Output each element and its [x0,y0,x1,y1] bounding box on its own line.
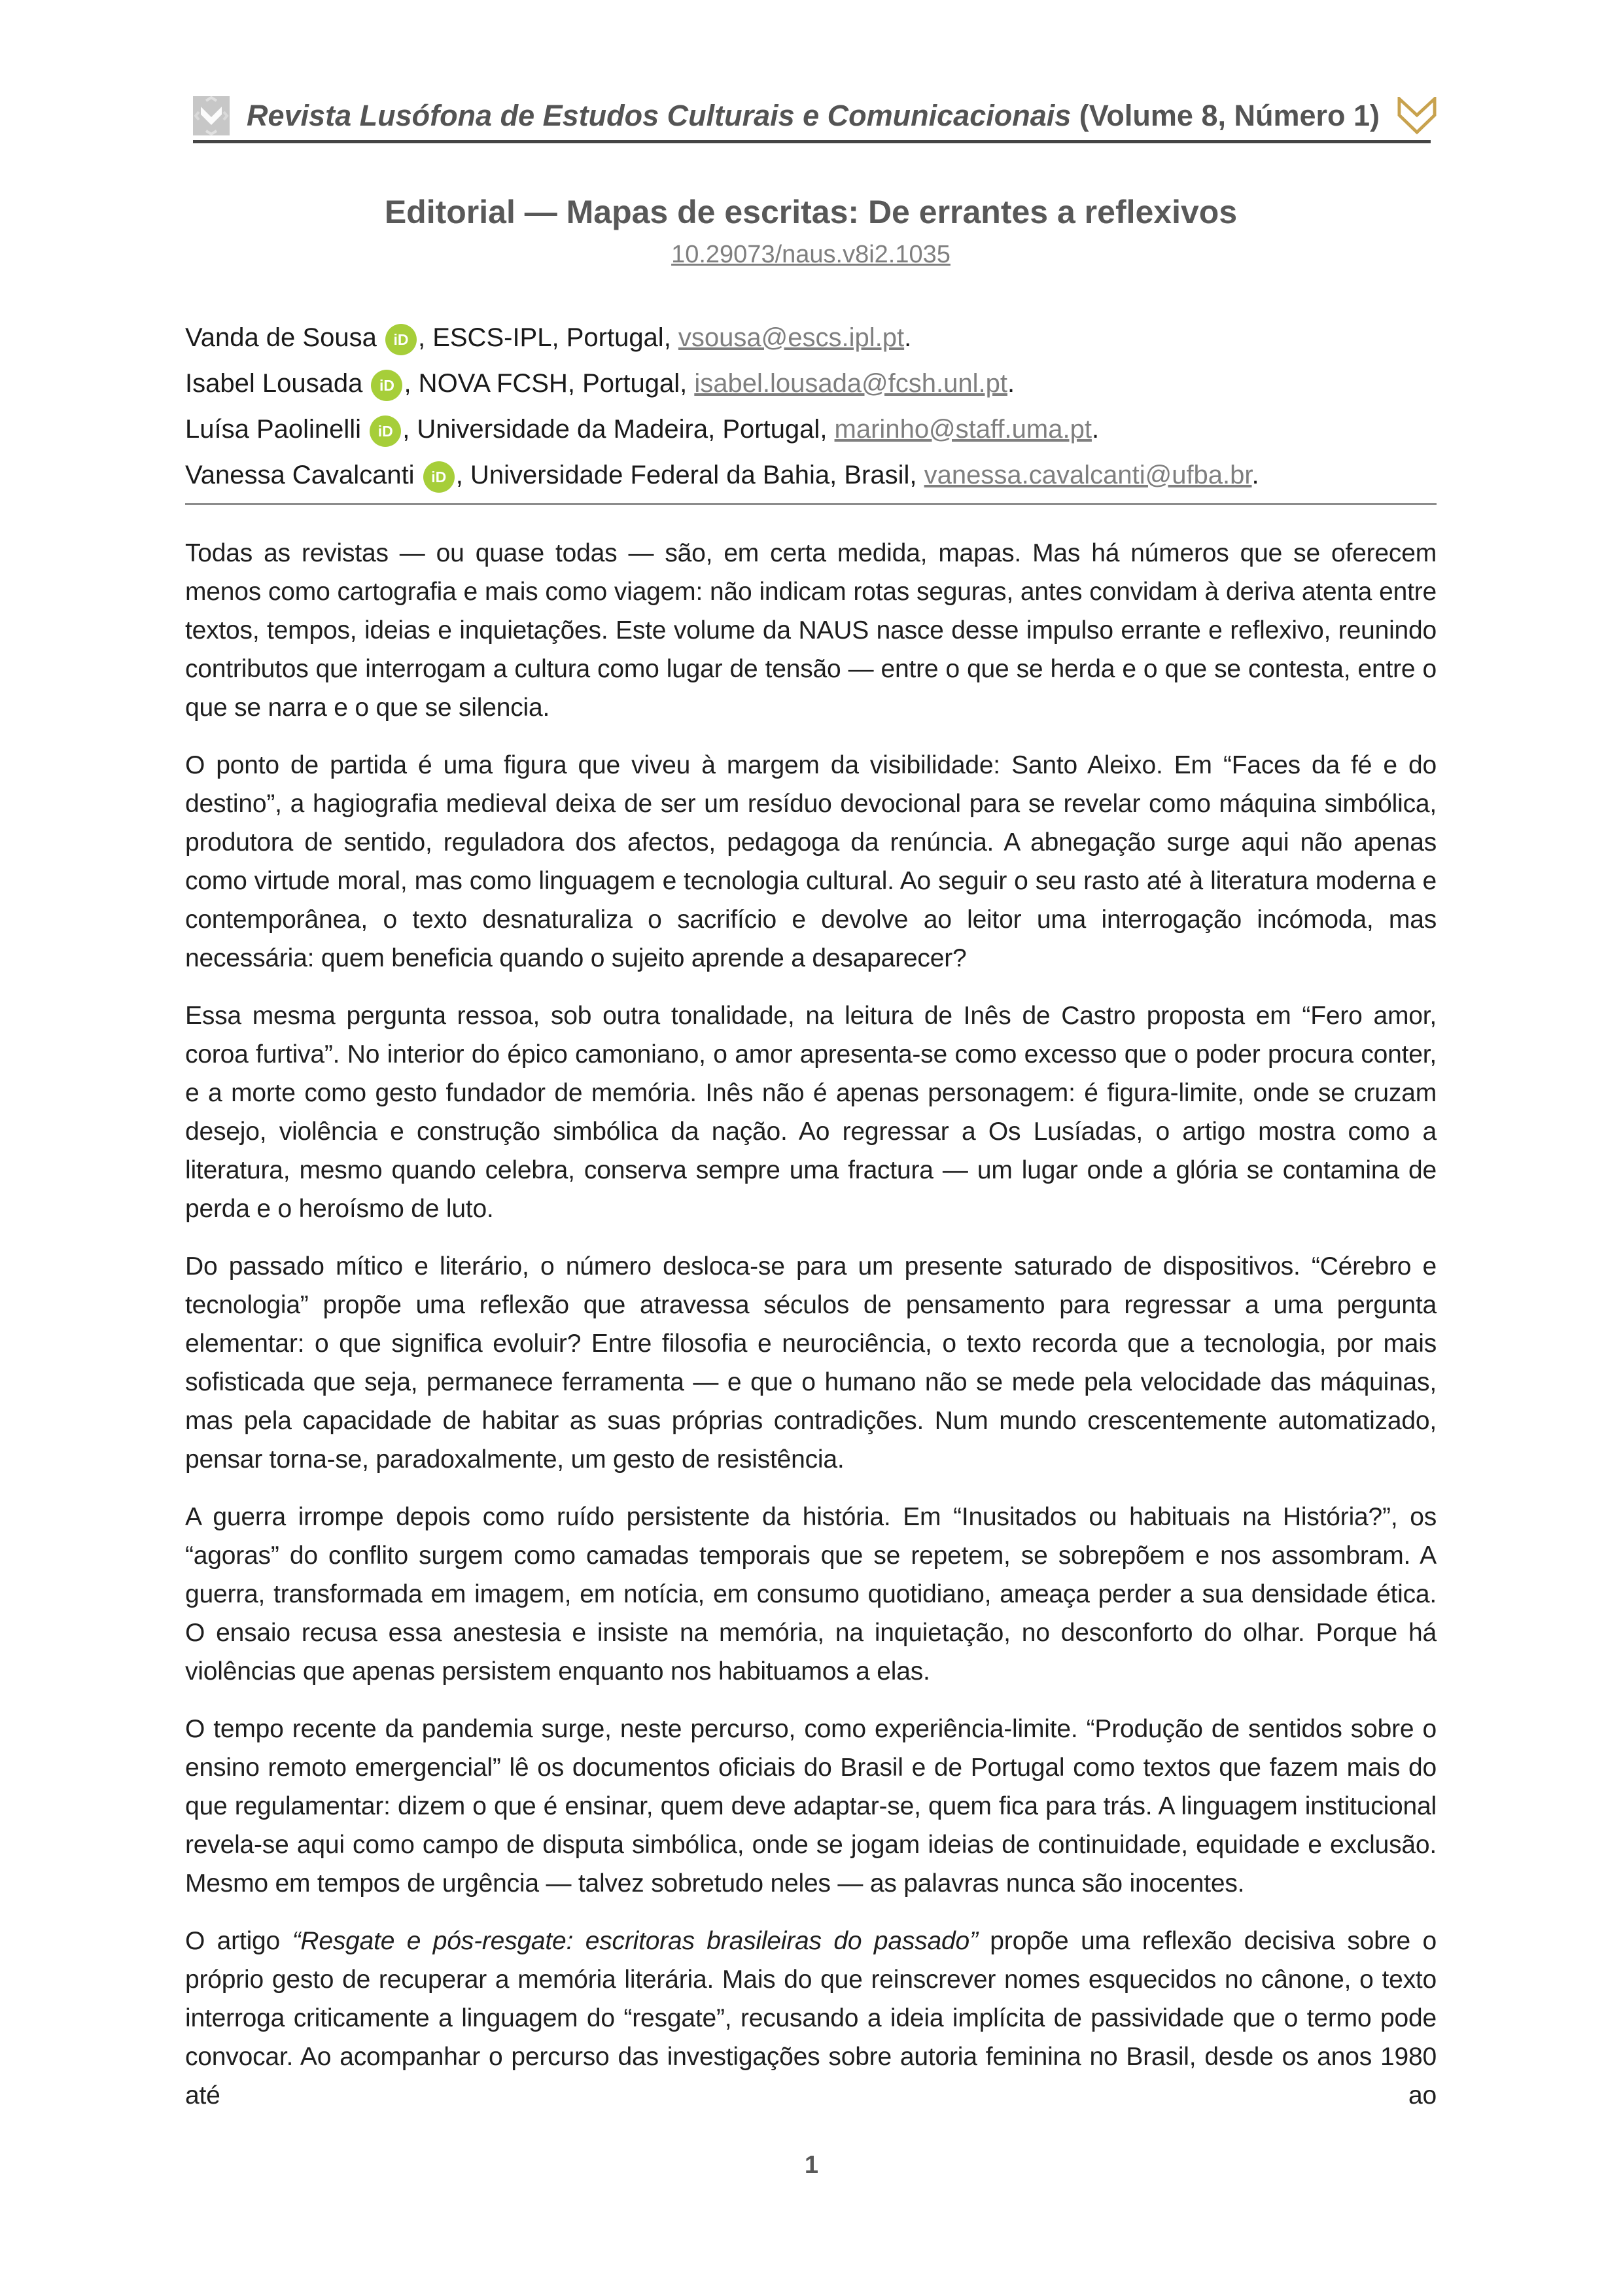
author-affiliation: , Universidade da Madeira, Portugal, [402,415,835,444]
orcid-id-icon[interactable]: iD [370,415,401,447]
article [185,0,1437,2134]
author-email-link[interactable]: vanessa.cavalcanti@ufba.br [924,461,1252,489]
author-name: Luísa Paolinelli [185,415,362,444]
journal-name: Revista Lusófona de Estudos Culturais e Comunicacionais [247,99,1072,132]
paragraph-text: propõe uma reflexão decisiva sobre o próprio gesto de recuperar a memória literária. Mais do que reinscrever nomes esquecidos no cânone, o texto interroga criticamente a linguagem do “resgate”, recusando a ideia implícita de passividade que o termo pode convocar. Ao acompanhar o percurso das investigações sobre autoria feminina no Brasil, desde os anos 1980 até ao [185,1927,1437,2110]
doi-link[interactable]: 10.29073/naus.v8i2.1035 [671,241,951,268]
doi-row [185,241,1437,269]
article-title: Editorial — Mapas de escritas: De errantes a reflexivos [384,194,1238,230]
author-affiliation: , Universidade Federal da Bahia, Brasil, [455,461,924,489]
authors-block [185,315,1437,498]
orcid-id-icon[interactable]: iD [423,461,455,493]
page-footer [0,2151,1623,2180]
paragraph-text: O artigo [185,1927,292,1955]
author-line-suffix: . [904,323,912,352]
body-paragraph: Do passado mítico e literário, o número desloca-se para um presente saturado de dispositivos. “Cérebro e tecnologia” propõe uma reflexão que atravessa séculos de pensamento para regressar a uma pergunta elementar: o que significa evoluir? Entre filosofia e neurociência, o texto recorda que a tecnologia, por mais sofisticada que seja, permanece ferramenta — e que o humano não se mede pela velocidade das máquinas, mas pela capacidade de habitar as suas próprias contradições. Num mundo crescentemente automatizado, pensar torna-se, paradoxalmente, um gesto de resistência. [185,1252,1437,1474]
author-name: Isabel Lousada [185,369,363,398]
body-paragraph: Todas as revistas — ou quase todas — são, em certa medida, mapas. Mas há números que se oferecem menos como cartografia e mais como viagem: não indicam rotas seguras, antes convidam à deriva atenta entre textos, tempos, ideias e inquietações. Este volume da NAUS nasce desse impulso errante e reflexivo, reunindo contributos que interrogam a cultura como lugar de tensão — entre o que se herda e o que se contesta, entre o que se narra e o que se silencia. [185,539,1437,722]
author-divider [185,503,1437,505]
journal-volume: (Volume 8, Número 1) [1071,99,1380,132]
author-line [185,406,1437,452]
author-line [185,361,1437,406]
article-body [185,534,1437,2115]
author-line [185,315,1437,361]
page-number: 1 [804,2151,819,2179]
author-name: Vanda de Sousa [185,323,377,352]
author-line-suffix: . [1251,461,1259,489]
orcid-id-icon[interactable]: iD [385,324,417,355]
author-line-suffix: . [1007,369,1015,398]
body-paragraph: A guerra irrompe depois como ruído persistente da história. Em “Inusitados ou habituais na História?”, os “agoras” do conflito surgem como camadas temporais que se repetem, se sobrepõem e nos assombram. A guerra, transformada em imagem, em notícia, em consumo quotidiano, ameaça perder a sua densidade ética. O ensaio recusa essa anestesia e insiste na memória, na inquietação, no desconforto do olhar. Porque há violências que apenas persistem enquanto nos habituamos a elas. [185,1503,1437,1686]
body-paragraph: Essa mesma pergunta ressoa, sob outra tonalidade, na leitura de Inês de Castro proposta em “Fero amor, coroa furtiva”. No interior do épico camoniano, o amor apresenta-se como excesso que o poder procura conter, e a morte como gesto fundador de memória. Inês não é apenas personagem: é figura-limite, onde se cruzam desejo, violência e construção simbólica da nação. Ao regressar a Os Lusíadas, o artigo mostra como a literatura, mesmo quando celebra, conserva sempre uma fractura — um lugar onde a glória se contamina de perda e o heroísmo de luto. [185,1002,1437,1223]
orcid-id-icon[interactable]: iD [371,370,402,401]
author-email-link[interactable]: vsousa@escs.ipl.pt [678,323,905,352]
author-name: Vanessa Cavalcanti [185,461,415,489]
author-affiliation: , NOVA FCSH, Portugal, [404,369,695,398]
author-line-suffix: . [1091,415,1100,444]
cited-article-title: “Resgate e pós-resgate: escritoras brasileiras do passado” [292,1927,978,1955]
author-email-link[interactable]: isabel.lousada@fcsh.unl.pt [694,369,1007,398]
author-affiliation: , ESCS-IPL, Portugal, [417,323,678,352]
body-paragraph: O ponto de partida é uma figura que viveu à margem da visibilidade: Santo Aleixo. Em “Faces da fé e do destino”, a hagiografia medieval deixa de ser um resíduo devocional para se revelar como máquina simbólica, produtora de sentido, reguladora dos afectos, pedagoga da renúncia. A abnegação surge aqui não apenas como virtude moral, mas como linguagem e tecnologia cultural. Ao seguir o seu rasto até à literatura moderna e contemporânea, o texto desnaturaliza o sacrifício e devolve ao leitor uma interrogação incómoda, mas necessária: quem beneficia quando o sujeito aprende a desaparecer? [185,751,1437,972]
body-paragraph: O tempo recente da pandemia surge, neste percurso, como experiência-limite. “Produção de sentidos sobre o ensino remoto emergencial” lê os documentos oficiais do Brasil e de Portugal como textos que fazem mais do que regulamentar: dizem o que é ensinar, quem deve adaptar-se, quem fica para trás. A linguagem institucional revela-se aqui como campo de disputa simbólica, onde se jogam ideias de continuidade, equidade e exclusão. Mesmo em tempos de urgência — talvez sobretudo neles — as palavras nunca são inocentes. [185,1715,1437,1898]
body-paragraph [185,1922,1437,2115]
author-line [185,452,1437,498]
author-email-link[interactable]: marinho@staff.uma.pt [834,415,1092,444]
